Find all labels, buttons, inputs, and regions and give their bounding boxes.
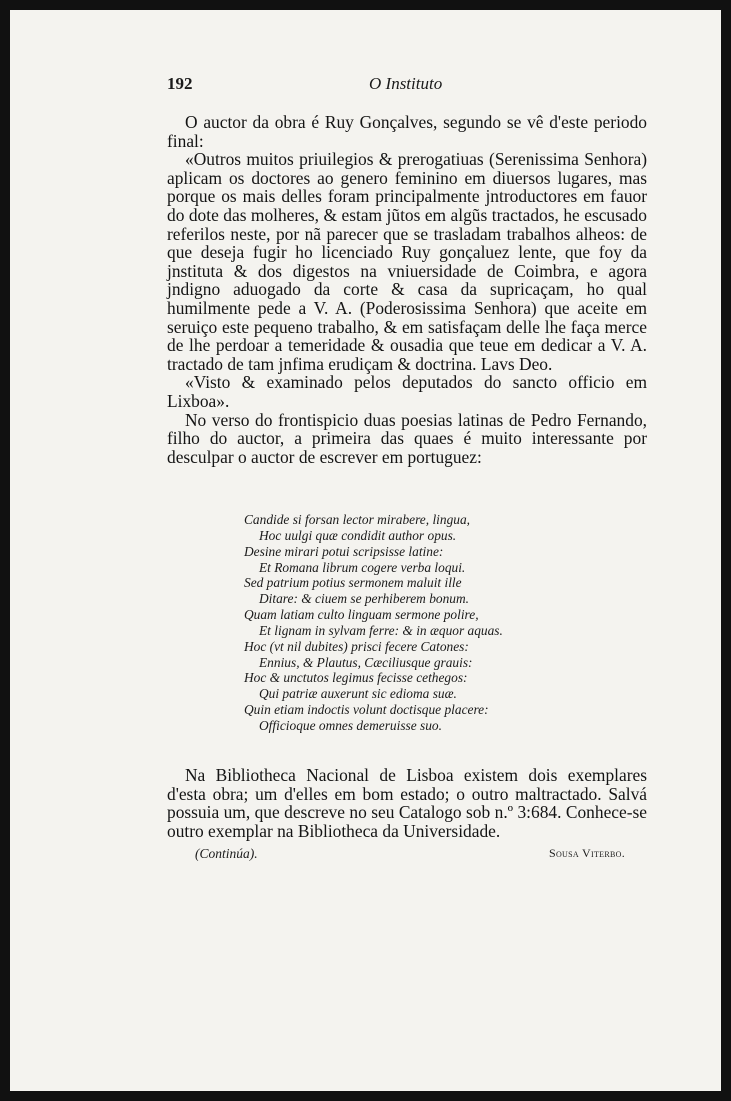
poem-line: Qui patriæ auxerunt sic edioma suæ. — [259, 686, 457, 702]
poem-line: Et Romana librum cogere verba loqui. — [259, 559, 466, 575]
poem-line: Ennius, & Plautus, Cæciliusque grauis: — [259, 654, 473, 670]
paragraph-library-copies: Na Bibliotheca Nacional de Lisboa existem dois exemplares d'esta obra; um d'elles em bom estado; o outro maltractado. Salvá possuia um, que descreve no seu Catalogo sob n.º 3:684. Conhece-se outro exemplar na Bibliotheca da Universidade. — [167, 765, 647, 841]
poem-line: Quam latiam culto linguam sermone polire, — [244, 607, 479, 623]
page-header — [167, 74, 647, 98]
poem-line: Sed patrium potius sermonem maluit ille — [244, 575, 462, 591]
author-signature: Sousa Viterbo. — [549, 846, 625, 860]
closing-text — [167, 766, 647, 840]
poem-line: Hoc (vt nil dubites) prisci fecere Catones: — [244, 638, 469, 654]
book-page — [10, 10, 721, 1091]
poem-line: Candide si forsan lector mirabere, lingua, — [244, 512, 471, 527]
poem-line: Hoc & unctutos legimus fecisse cethegos: — [244, 670, 468, 686]
running-title: O Instituto — [369, 74, 443, 93]
poem-line: Ditare: & ciuem se perhiberem bonum. — [259, 591, 469, 607]
paragraph-quoted-dedication: «Outros muitos priuilegios & prerogatiuas (Serenissima Senhora) aplicam os doctores ao genero feminino em diuersos lugares, mas porque os mais delles foram principalmente jntroductores em fauor do dote das molheres, & estam jũtos em algũs tractados, he escusado referilos neste, por nã parecer que se trasladam trabalhos alheos: de que deseja fugir ho licenciado Ruy gonçaluez lente, que foy da jnstituta & dos digestos na vniuersidade de Coimbra, e agora jndigno aduogado da corte & casa da supricaçam, ho qual humilmente pede a V. A. (Poderosissima Senhora) que aceite em seruiço este pequeno trabalho, & em satisfaçam delle lhe faça merce de lhe perdoar a temeridade & ousadia que teue em dedicar a V. A. tractado de tam jnfima erudiçam & doctrina. Lavs Deo. — [167, 149, 647, 374]
page-footer — [167, 846, 647, 866]
continued-note: (Continúa). — [195, 846, 258, 861]
body-text — [167, 113, 647, 466]
poem-line: Et lignam in sylvam ferre: & in æquor aquas. — [259, 622, 503, 638]
poem-line: Officioque omnes demeruisse suo. — [259, 717, 442, 733]
poem-line: Desine mirari potui scripsisse latine: — [244, 543, 444, 559]
paragraph-latin-poems-intro: No verso do frontispicio duas poesias latinas de Pedro Fernando, filho do auctor, a primeira das quaes é muito interessante por desculpar o auctor de escrever em portuguez: — [167, 409, 647, 467]
paragraph-author-intro: O auctor da obra é Ruy Gonçalves, segundo se vê d'este periodo final: — [167, 112, 647, 151]
paragraph-censorship-note: «Visto & examinado pelos deputados do sancto officio em Lixboa». — [167, 372, 647, 411]
poem-line: Quin etiam indoctis volunt doctisque placere: — [244, 702, 489, 718]
page-number: 192 — [167, 74, 193, 93]
poem-line: Hoc uulgi quæ condidit author opus. — [259, 527, 457, 543]
latin-poem — [244, 512, 554, 734]
